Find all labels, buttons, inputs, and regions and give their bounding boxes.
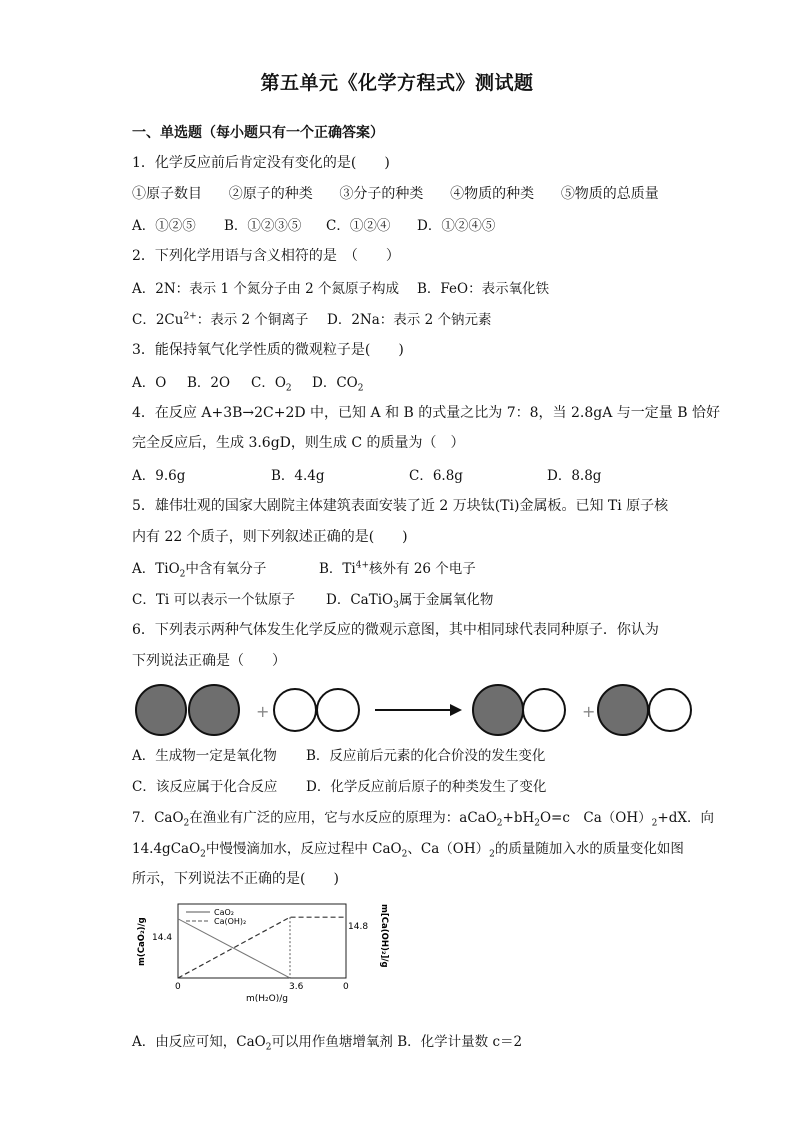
- q1-item: ④物质的种类: [450, 186, 535, 202]
- q5-stem-line1: 5．雄伟壮观的国家大剧院主体建筑表面安装了近 2 万块钛(Ti)金属板。已知 Ti 原子核: [132, 498, 669, 514]
- q2-options-row2: [132, 308, 491, 328]
- q7-text: 、Ca（OH）: [407, 841, 490, 857]
- q7-text: 14.4gCaO: [132, 841, 201, 857]
- q1-item: ⑤物质的总质量: [560, 186, 659, 202]
- q4-option-a: A．9.6g: [132, 468, 186, 484]
- q1-item: ②原子的种类: [228, 186, 313, 202]
- q2-option-d: D．2Na：表示 2 个钠元素: [327, 312, 492, 328]
- q3-option-c-pre: C．O: [251, 375, 286, 391]
- q3-stem: 3．能保持氧气化学性质的微观粒子是( ): [132, 342, 404, 358]
- q7-text: 7．CaO: [132, 810, 184, 826]
- q6-option-c: C．该反应属于化合反应: [132, 779, 278, 795]
- white-atom: [523, 689, 565, 731]
- q1-option-c: C．①②④: [326, 218, 391, 234]
- q5-option-b-pre: B．Ti: [319, 561, 356, 577]
- q7-option-a-post: 可以用作鱼塘增氧剂: [271, 1034, 393, 1050]
- q7-option-a-pre: A．由反应可知，CaO: [132, 1034, 266, 1050]
- series-line-caoh2: [178, 917, 346, 978]
- y-left-value-label: 14.4: [152, 933, 173, 943]
- q5-option-d-pre: D．CaTiO: [326, 592, 394, 608]
- mass-chart: [134, 896, 406, 1006]
- x-tick-label: 0: [343, 982, 349, 992]
- q5-option-d: [326, 588, 493, 611]
- q5-options-row2: [132, 588, 493, 611]
- x-tick-label: 3.6: [289, 982, 304, 992]
- q6-stem-line2: 下列说法正确是（ ）: [132, 653, 286, 669]
- q1-option-b: B．①②③⑤: [224, 218, 302, 234]
- q5-option-d-sub: 3: [393, 600, 399, 611]
- q6-option-a: A．生成物一定是氧化物: [132, 748, 277, 764]
- q6-options-row2: [132, 775, 546, 795]
- q6-option-b: B．反应前后元素的化合价没的发生变化: [306, 748, 546, 764]
- gray-atom: [473, 685, 523, 735]
- gray-atom: [598, 685, 648, 735]
- q7-sub: 2: [489, 849, 495, 860]
- q4-stem-line1: 4．在反应 A+3B→2C+2D 中，已知 A 和 B 的式量之比为 7：8，当 2.8gA 与一定量 B 恰好: [132, 405, 720, 421]
- x-axis-label: m(H₂O)/g: [246, 994, 288, 1004]
- white-atom: [274, 689, 316, 731]
- q3-option-d-pre: D．CO: [312, 375, 358, 391]
- q2-option-a: A．2N：表示 1 个氮分子由 2 个氮原子构成: [132, 281, 399, 297]
- q2-options-row1: [132, 277, 549, 297]
- gray-atom: [136, 685, 186, 735]
- q5-option-c: C．Ti 可以表示一个钛原子: [132, 592, 295, 608]
- q7-stem-line3: 所示，下列说法不正确的是( ): [132, 871, 339, 887]
- q5-options-row1: [132, 557, 476, 580]
- section-heading: 一、单选题（每小题只有一个正确答案）: [132, 125, 384, 141]
- q7-stem-line1: [132, 806, 714, 829]
- q5-option-b-sup: 4+: [355, 560, 370, 571]
- plot-frame: [178, 904, 346, 978]
- q7-sub: 2: [401, 849, 408, 860]
- q7-option-a-sub: 2: [265, 1042, 272, 1053]
- q2-option-c-post: ：表示 2 个铜离子: [196, 312, 309, 328]
- y-right-axis-label: m[Ca(OH)₂]/g: [379, 904, 389, 968]
- gray-atom: [189, 685, 239, 735]
- q2-option-c: [132, 308, 327, 328]
- q4-option-b: B．4.4g: [271, 468, 325, 484]
- page-title: 第五单元《化学方程式》测试题: [260, 72, 534, 94]
- q5-option-b: [319, 557, 476, 577]
- white-atom: [649, 689, 691, 731]
- y-right-value-label: 14.8: [348, 922, 369, 932]
- q5-option-a-pre: A．TiO: [132, 561, 180, 577]
- q1-option-a: A．①②⑤: [132, 218, 196, 234]
- q1-items: [132, 183, 659, 203]
- q3-option-d-sub: 2: [357, 383, 364, 394]
- q1-option-d: D．①②④⑤: [417, 218, 496, 234]
- q4-stem-line2: 完全反应后，生成 3.6gD，则生成 C 的质量为（ ）: [132, 435, 465, 451]
- q7-text: 的质量随加入水的质量变化如图: [494, 841, 684, 857]
- white-atom: [317, 689, 359, 731]
- q3-option-c: [251, 371, 312, 394]
- q4-option-c: C．6.8g: [409, 468, 463, 484]
- q2-option-c-sup: 2+: [183, 311, 197, 322]
- legend-label-caoh2: Ca(OH)₂: [214, 917, 247, 926]
- q7-sub: 2: [183, 818, 190, 829]
- q1-item: ③分子的种类: [339, 186, 424, 202]
- q7-stem-line2: [132, 837, 684, 860]
- q6-stem-line1: 6．下列表示两种气体发生化学反应的微观示意图，其中相同球代表同种原子．你认为: [132, 622, 659, 638]
- q7-text: +dX．向: [657, 810, 714, 826]
- q2-option-c-pre: C．2Cu: [132, 312, 184, 328]
- q7-text: +bH: [502, 810, 535, 826]
- reaction-diagram: [132, 682, 702, 740]
- q1-stem: 1．化学反应前后肯定没有变化的是( ): [132, 155, 390, 171]
- q7-option-b: B．化学计量数 c＝2: [397, 1034, 523, 1050]
- q1-item: ①原子数目: [132, 186, 202, 202]
- q6-option-d: D．化学反应前后原子的种类发生了变化: [306, 779, 547, 795]
- q3-option-a: A．O: [132, 375, 167, 391]
- q3-option-b: B．2O: [187, 375, 231, 391]
- plus-sign: +: [256, 702, 270, 721]
- legend-label-cao2: CaO₂: [214, 908, 234, 917]
- q3-option-c-sub: 2: [285, 383, 292, 394]
- q6-options-row1: [132, 744, 545, 764]
- q2-option-b: B．FeO：表示氧化铁: [417, 281, 550, 297]
- y-left-axis-label: m(CaO₂)/g: [137, 917, 147, 966]
- q7-sub: 2: [200, 849, 206, 860]
- q4-options: [132, 464, 601, 484]
- q5-option-b-post: 核外有 26 个电子: [369, 561, 476, 577]
- q5-stem-line2: 内有 22 个质子，则下列叙述正确的是( ): [132, 529, 408, 545]
- q5-option-a: [132, 557, 319, 580]
- q5-option-a-sub: 2: [179, 569, 186, 580]
- q4-option-d: D．8.8g: [547, 468, 602, 484]
- q7-text: 在渔业有广泛的应用，它与水反应的原理为：aCaO: [189, 810, 497, 826]
- q5-option-a-post: 中含有氧分子: [185, 561, 267, 577]
- q3-options: [132, 371, 363, 394]
- arrow-head-icon: [450, 704, 462, 716]
- q7-text: O=c Ca（OH）: [539, 810, 652, 826]
- q7-options: [132, 1030, 522, 1053]
- q7-sub: 2: [534, 818, 540, 829]
- q2-stem: 2．下列化学用语与含义相符的是 （ ）: [132, 248, 400, 264]
- plus-sign: +: [582, 702, 596, 721]
- x-tick-label: 0: [175, 982, 181, 992]
- q5-option-d-post: 属于金属氧化物: [398, 592, 494, 608]
- q7-sub: 2: [651, 818, 658, 829]
- q1-options: [132, 214, 495, 234]
- q3-option-d: [312, 371, 363, 394]
- q7-sub: 2: [496, 818, 503, 829]
- q7-text: 中慢慢滴加水，反应过程中 CaO: [205, 841, 402, 857]
